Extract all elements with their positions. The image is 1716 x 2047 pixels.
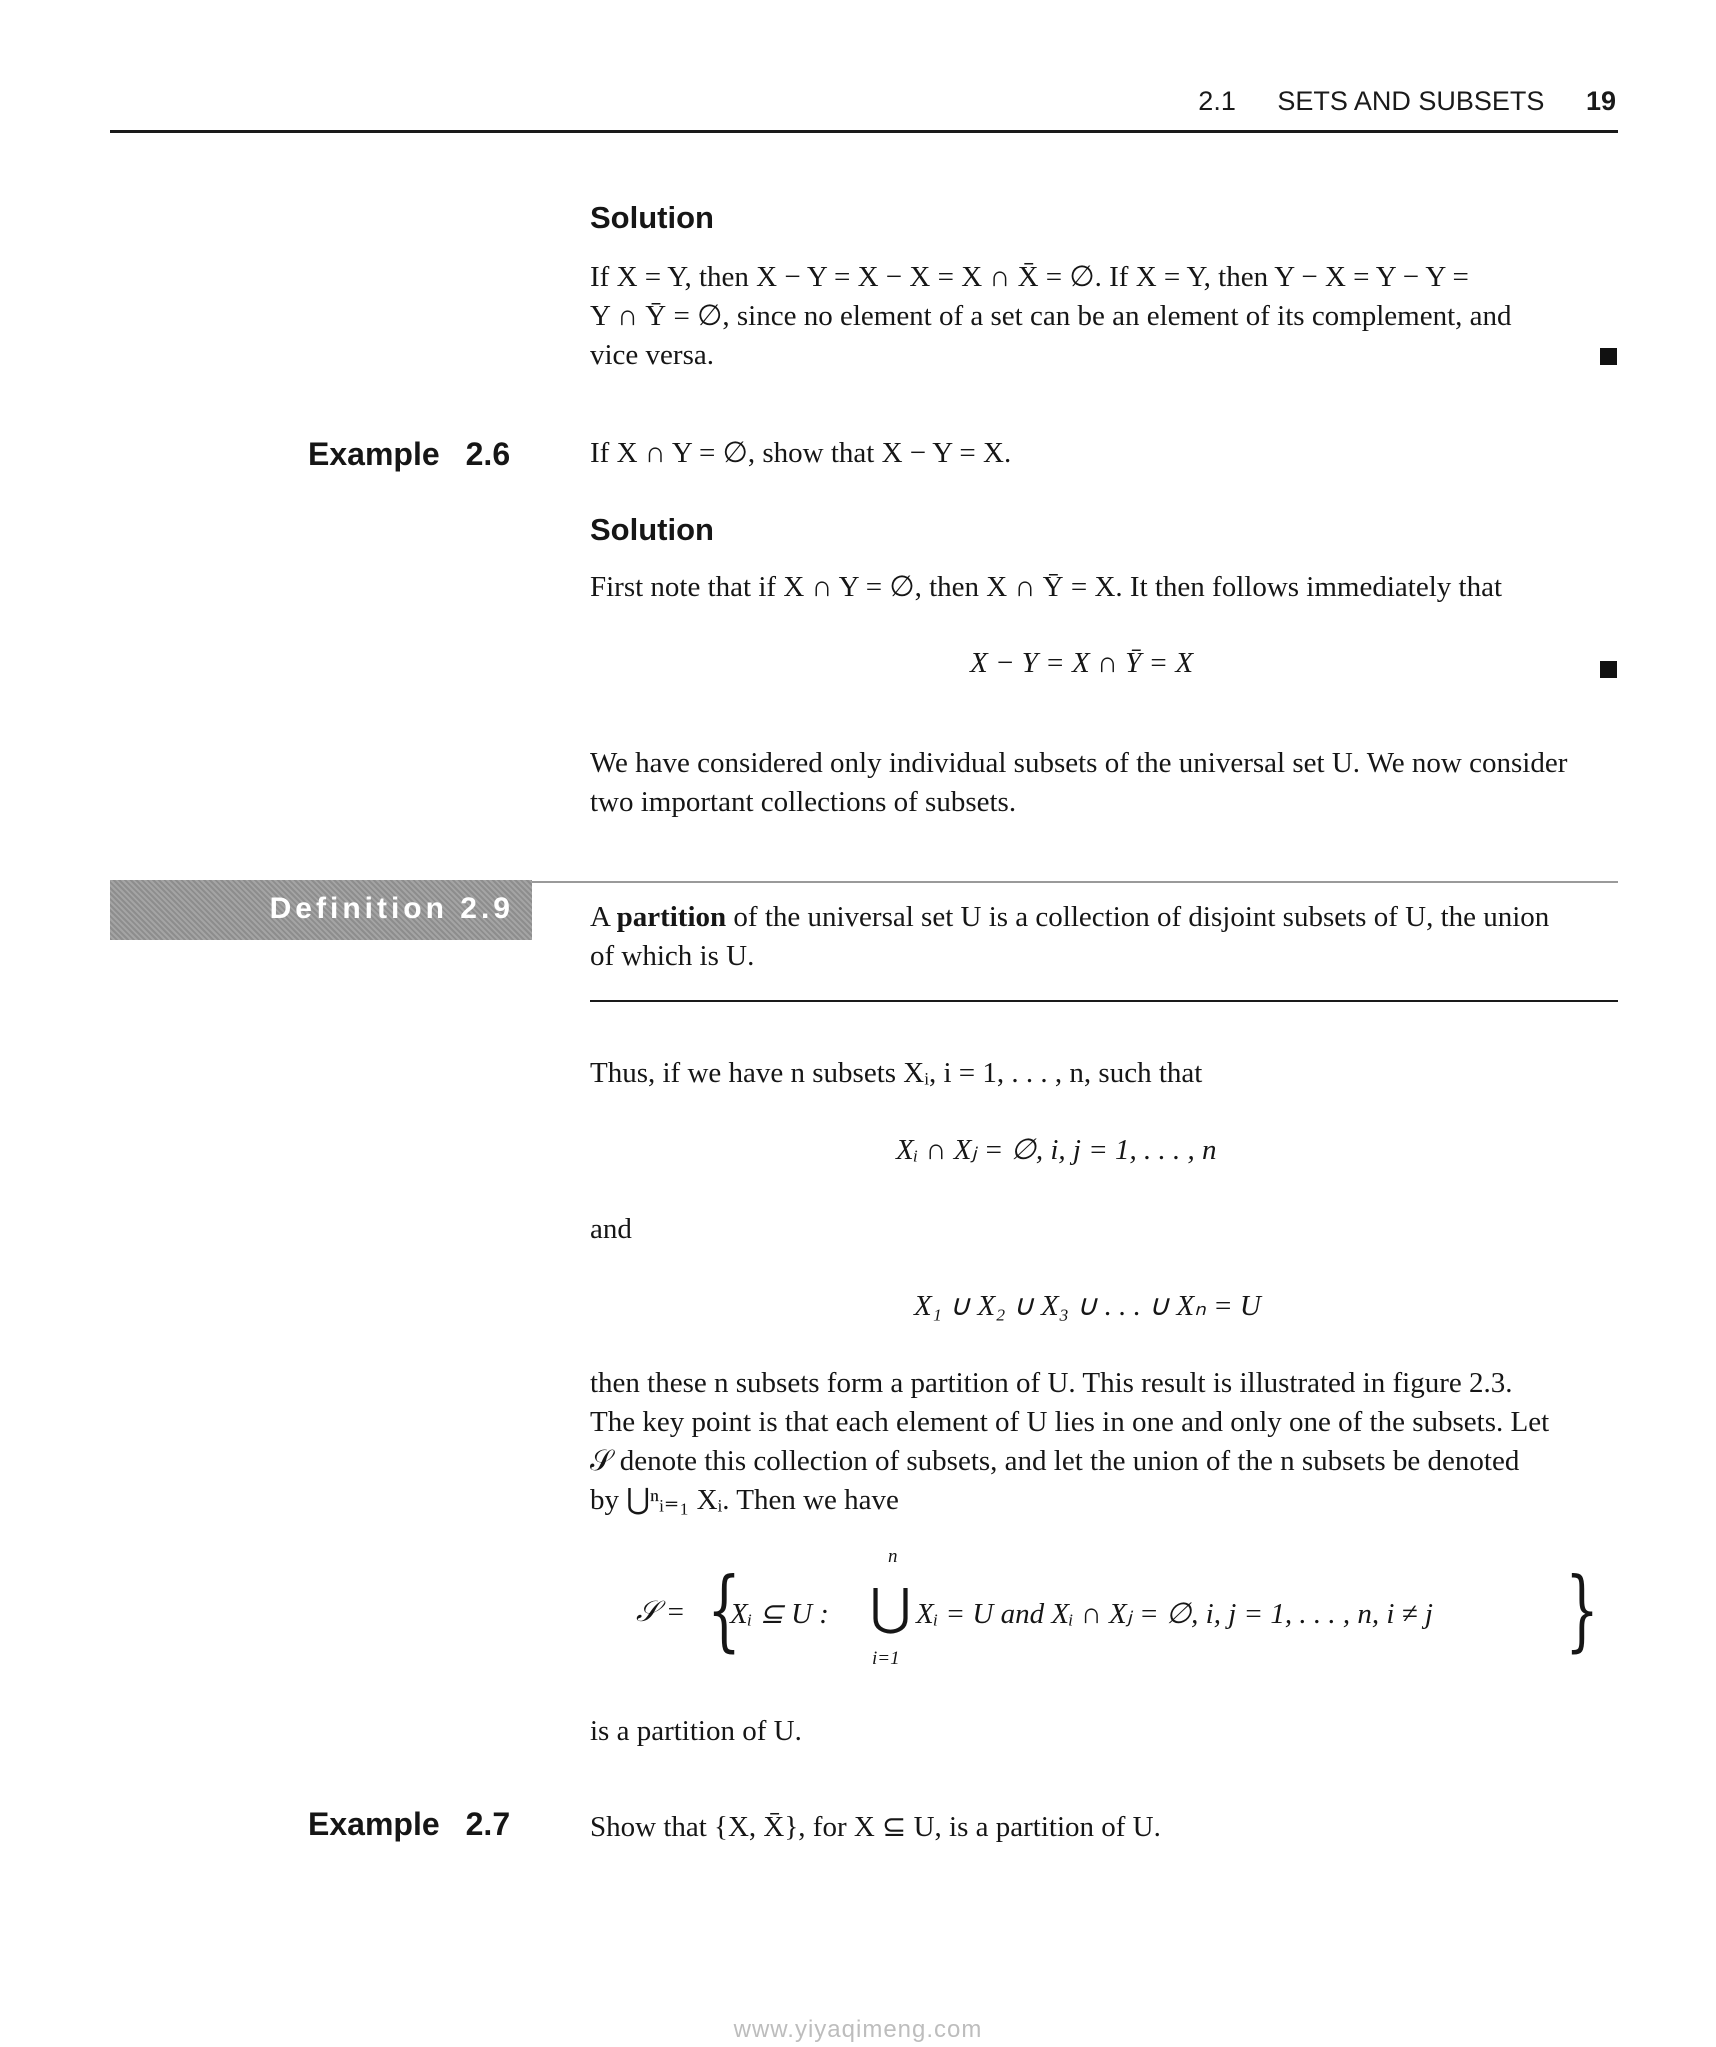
and-word: and	[590, 1213, 632, 1245]
qed-square-icon	[1600, 661, 1617, 678]
intro-line-1: We have considered only individual subsets of the universal set U. We now consider	[590, 747, 1568, 779]
example-2-6-solution-text: First note that if X ∩ Y = ∅, then X ∩ Ȳ = X. It then follows immediately that	[590, 571, 1502, 603]
is-partition-line: is a partition of U.	[590, 1715, 802, 1747]
watermark: www.yiyaqimeng.com	[733, 2016, 983, 2043]
definition-text-start: A	[590, 901, 617, 933]
qed-square-icon	[1600, 348, 1617, 365]
solution-1-text	[590, 258, 1616, 375]
then-line-3: 𝒮 denote this collection of subsets, and let the union of the n subsets be denoted	[590, 1445, 1520, 1477]
eq-s-element: Xᵢ ⊆ U :	[730, 1598, 829, 1630]
solution-1-line-1: If X = Y, then X − Y = X − X = X ∩ X̄ = ∅. If X = Y, then Y − X = Y − Y =	[590, 261, 1469, 293]
then-line-4: by ⋃ⁿᵢ₌₁ Xᵢ. Then we have	[590, 1484, 899, 1516]
example-2-7-statement: Show that {X, X̄}, for X ⊆ U, is a partition of U.	[590, 1811, 1161, 1843]
example-label: Example	[308, 1806, 440, 1842]
definition-line-1	[590, 898, 1616, 937]
section-title: SETS AND SUBSETS	[1277, 86, 1545, 116]
eq-s-lhs: 𝒮 =	[636, 1596, 686, 1628]
definition-term: partition	[616, 901, 727, 933]
union-upper-limit: n	[888, 1546, 898, 1567]
example-number: 2.6	[465, 436, 511, 472]
header-rule	[110, 130, 1618, 133]
big-union-icon: ⋃	[870, 1578, 912, 1636]
right-brace-icon: }	[1565, 1558, 1599, 1661]
example-2-6-statement: If X ∩ Y = ∅, show that X − Y = X.	[590, 437, 1012, 469]
definition-line-2: of which is U.	[590, 940, 755, 972]
intro-line-2: two important collections of subsets.	[590, 786, 1017, 818]
solution-heading: Solution	[590, 200, 714, 235]
example-2-7-label	[308, 1806, 510, 1843]
then-line-1: then these n subsets form a partition of U. This result is illustrated in figure 2.3.	[590, 1367, 1513, 1399]
definition-text-rest: of the universal set U is a collection of disjoint subsets of U, the union	[726, 901, 1550, 933]
definition-text	[590, 898, 1616, 976]
definition-label: Definition 2.9	[269, 892, 514, 925]
equation-x-minus-y: X − Y = X ∩ Ȳ = X	[970, 647, 1194, 679]
thus-line: Thus, if we have n subsets Xᵢ, i = 1, . . . , n, such that	[590, 1057, 1203, 1089]
union-lower-limit: i=1	[872, 1648, 900, 1669]
definition-bottom-rule	[590, 1000, 1618, 1002]
example-number: 2.7	[465, 1806, 511, 1842]
intro-paragraph	[590, 744, 1616, 822]
example-label: Example	[308, 436, 440, 472]
page-number: 19	[1585, 86, 1616, 116]
eq-s-condition: Xᵢ = U and Xᵢ ∩ Xⱼ = ∅, i, j = 1, . . . , n, i ≠ j	[916, 1598, 1433, 1630]
then-line-2: The key point is that each element of U lies in one and only one of the subsets. Let	[590, 1406, 1550, 1438]
then-paragraph	[590, 1364, 1616, 1520]
definition-label-band	[110, 880, 532, 940]
solution-heading: Solution	[590, 512, 714, 547]
running-head	[1198, 86, 1616, 117]
equation-disjoint: Xᵢ ∩ Xⱼ = ∅, i, j = 1, . . . , n	[896, 1134, 1217, 1166]
definition-top-rule	[532, 881, 1618, 883]
solution-1-line-3: vice versa.	[590, 339, 714, 371]
left-brace-icon: {	[707, 1558, 741, 1661]
example-2-6-label	[308, 436, 510, 473]
solution-1-line-2: Y ∩ Ȳ = ∅, since no element of a set can be an element of its complement, and	[590, 300, 1512, 332]
equation-union: X₁ ∪ X₂ ∪ X₃ ∪ . . . ∪ Xₙ = U	[914, 1290, 1261, 1322]
section-number: 2.1	[1198, 86, 1236, 116]
